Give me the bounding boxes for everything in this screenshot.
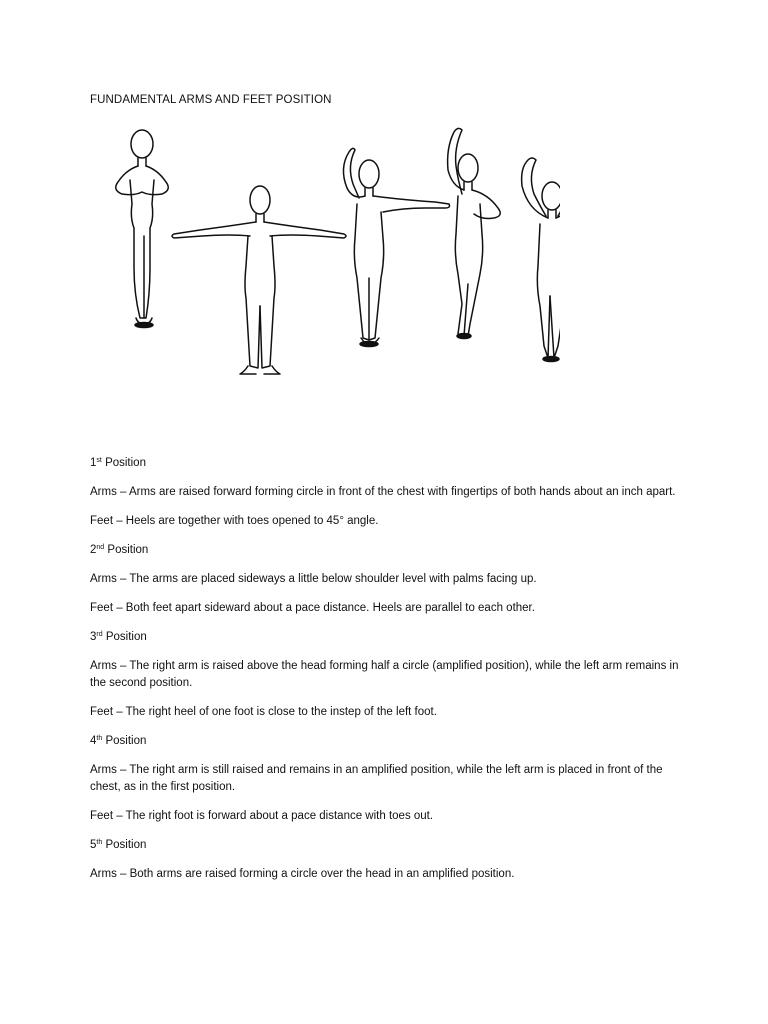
feet-description: Feet – Both feet apart sideward about a pace distance. Heels are parallel to each other. xyxy=(90,602,535,614)
feet-description: Feet – Heels are together with toes opened to 45° angle. xyxy=(90,515,379,527)
figure-fourth-position xyxy=(448,128,501,338)
positions-description xyxy=(90,455,680,895)
positions-illustration xyxy=(100,118,560,388)
position-heading: 4th Position xyxy=(90,735,147,747)
arms-description: Arms – The right arm is raised above the head forming half a circle (amplified position), while the left arm remains in the second position. xyxy=(90,660,679,689)
feet-description: Feet – The right heel of one foot is close to the instep of the left foot. xyxy=(90,706,437,718)
position-heading: 5th Position xyxy=(90,839,147,851)
arms-description: Arms – Both arms are raised forming a circle over the head in an amplified position. xyxy=(90,868,515,880)
arms-description: Arms – Arms are raised forward forming circle in front of the chest with fingertips of both hands about an inch apart. xyxy=(90,486,676,498)
figure-third-position xyxy=(343,148,449,346)
figure-first-position xyxy=(116,130,169,328)
document-title: FUNDAMENTAL ARMS AND FEET POSITION xyxy=(90,94,332,106)
figure-fifth-position xyxy=(522,158,560,362)
figure-second-position xyxy=(172,186,346,374)
position-heading: 2nd Position xyxy=(90,544,149,556)
arms-description: Arms – The arms are placed sideways a little below shoulder level with palms facing up. xyxy=(90,573,537,585)
feet-description: Feet – The right foot is forward about a pace distance with toes out. xyxy=(90,810,434,822)
position-heading: 1st Position xyxy=(90,457,146,469)
arms-description: Arms – The right arm is still raised and remains in an amplified position, while the left arm is placed in front of the chest, as in the first position. xyxy=(90,764,663,793)
position-heading: 3rd Position xyxy=(90,631,147,643)
